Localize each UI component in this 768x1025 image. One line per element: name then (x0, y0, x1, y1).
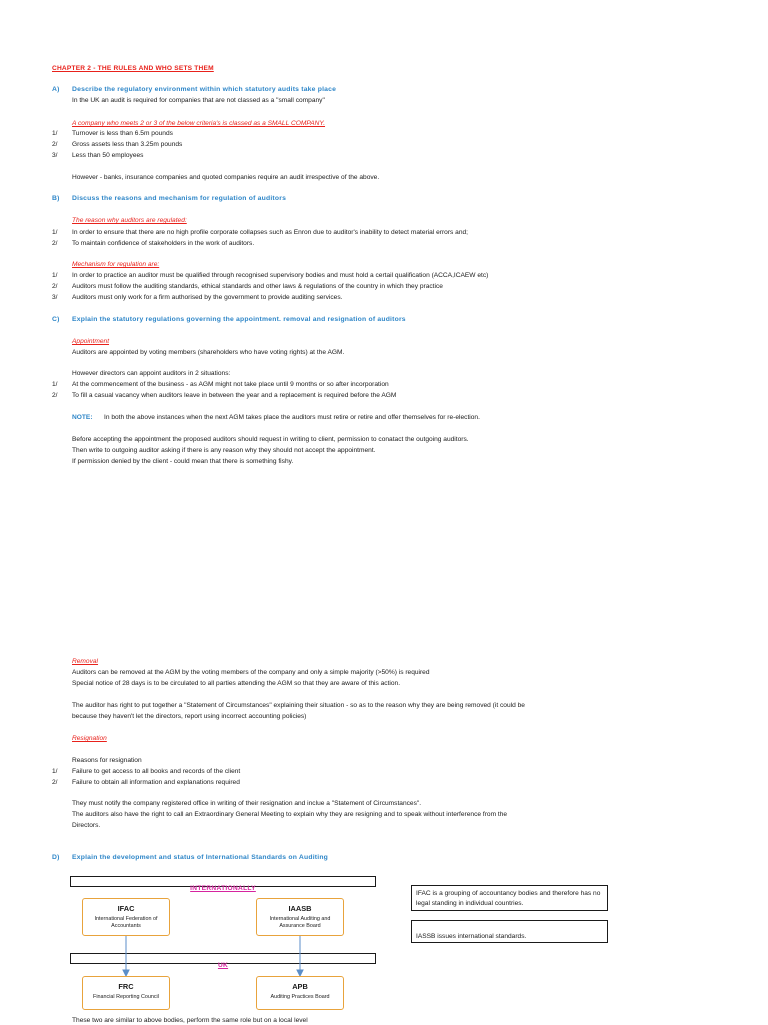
section-a-letter: A) (52, 86, 60, 93)
list-number: 2/ (52, 283, 58, 290)
iaasb-full-name: International Auditing and Assurance Board (269, 916, 331, 930)
list-number: 3/ (52, 294, 58, 301)
section-d-letter: D) (52, 854, 60, 861)
list-number: 1/ (52, 272, 58, 279)
directors-intro: However directors can appoint auditors in 2 situations: (72, 370, 231, 377)
list-number: 2/ (52, 779, 58, 786)
note-label: NOTE: (72, 414, 93, 421)
paragraph-line: Then write to outgoing auditor asking if there is any reason why they should not accept the appointment. (72, 447, 376, 454)
paragraph-line: Special notice of 28 days is to be circulated to all parties attending the AGM so that they are aware of this action. (72, 680, 401, 687)
list-item: Failure to obtain all information and explanations required (72, 779, 240, 786)
section-a-intro: In the UK an audit is required for companies that are not classed as a "small company" (72, 97, 325, 104)
small-company-subheading: A company who meets 2 or 3 of the below criteria's is classed as a SMALL COMPANY. (72, 120, 326, 127)
paragraph-line: The auditors also have the right to call an Extraordinary General Meeting to explain why they are resigning and to speak without interference from the (72, 811, 508, 818)
section-c-letter: C) (52, 316, 60, 323)
section-b-letter: B) (52, 195, 60, 202)
section-c-heading: Explain the statutory regulations governing the appointment. removal and resignation of auditors (72, 316, 406, 323)
paragraph-line: Directors. (72, 822, 101, 829)
frc-full-name: Financial Reporting Council (93, 994, 159, 1000)
chapter-title: CHAPTER 2 - THE RULES AND WHO SETS THEM (52, 65, 214, 72)
mechanism-subheading: Mechanism for regulation are: (72, 261, 160, 268)
list-item: Less than 50 employees (72, 152, 144, 159)
list-number: 1/ (52, 768, 58, 775)
section-b-heading: Discuss the reasons and mechanism for regulation of auditors (72, 195, 287, 202)
list-number: 1/ (52, 130, 58, 137)
internationally-label: INTERNATIONALLY (190, 885, 256, 892)
frc-abbr: FRC (118, 982, 134, 991)
list-item: At the commencement of the business - as AGM might not take place until 9 months or so after incorporation (72, 381, 389, 388)
paragraph-line: because they haven't let the directors, report using incorrect accounting policies) (72, 713, 307, 720)
ifac-side-note: IFAC is a grouping of accountancy bodies and therefore has no legal standing in individual countries. (411, 885, 608, 911)
ifac-full-name: International Federation of Accountants (94, 916, 158, 930)
removal-subheading: Removal (72, 658, 99, 665)
reasons-subheading: The reason why auditors are regulated: (72, 217, 187, 224)
list-item: Failure to get access to all books and records of the client (72, 768, 241, 775)
list-number: 2/ (52, 392, 58, 399)
apb-full-name: Auditing Practices Board (270, 994, 330, 1000)
section-a-heading: Describe the regulatory environment within which statutory audits take place (72, 86, 337, 93)
paragraph-line: Auditors can be removed at the AGM by the voting members of the company and only a simple majority (>50%) is required (72, 669, 430, 676)
frc-box (82, 976, 170, 1010)
apb-abbr: APB (292, 982, 308, 991)
uk-label: UK (217, 962, 229, 969)
paragraph-line: If permission denied by the client - could mean that there is something fishy. (72, 458, 294, 465)
list-number: 1/ (52, 229, 58, 236)
list-item: In order to practice an auditor must be qualified through recognised supervisory bodies and must hold a certail qualification (ACCA,ICAEW etc) (72, 272, 489, 279)
list-item: Turnover is less than 6.5m pounds (72, 130, 173, 137)
however-note: However - banks, insurance companies and quoted companies require an audit irrespective of the above. (72, 174, 380, 181)
list-item: To fill a casual vacancy when auditors leave in between the year and a replacement is required before the AGM (72, 392, 397, 399)
list-number: 2/ (52, 240, 58, 247)
paragraph-line: The auditor has right to put together a "Statement of Circumstances" explaining their situation - so as to the reason why they are being removed (it could be (72, 702, 525, 709)
section-d-heading: Explain the development and status of International Standards on Auditing (72, 854, 329, 861)
paragraph-line: They must notify the company registered office in writing of their resignation and inclue a "Statement of Circumstances". (72, 800, 422, 807)
list-item: Gross assets less than 3.25m pounds (72, 141, 183, 148)
iaasb-side-note: IASSB issues international standards. (411, 920, 608, 943)
paragraph-line: Before accepting the appointment the proposed auditors should request in writing to client, permission to conatact the outgoing auditors. (72, 436, 469, 443)
ifac-abbr: IFAC (117, 904, 135, 913)
resignation-intro: Reasons for resignation (72, 757, 142, 764)
iaasb-abbr: IAASB (288, 904, 312, 913)
list-item: In order to ensure that there are no high profile corporate collapses such as Enron due to auditor's inability to detect material errors and; (72, 229, 469, 236)
resignation-subheading: Resignation (72, 735, 107, 742)
appointment-subheading: Appointment (72, 338, 110, 345)
note-text: In both the above instances when the next AGM takes place the auditors must retire or retire and offer themselves for re-election. (104, 414, 480, 421)
appointment-text: Auditors are appointed by voting members (shareholders who have voting rights) at the AGM. (72, 349, 345, 356)
list-number: 2/ (52, 141, 58, 148)
list-item: Auditors must follow the auditing standards, ethical standards and other laws & regulations of the country in which they practice (72, 283, 443, 290)
list-item: Auditors must only work for a firm authorised by the government to provide auditing services. (72, 294, 343, 301)
list-number: 3/ (52, 152, 58, 159)
apb-box (256, 976, 344, 1010)
bottom-cut-text: These two are similar to above bodies, perform the same role but on a local level (72, 1017, 308, 1024)
list-item: To maintain confidence of stakeholders in the work of auditors. (72, 240, 255, 247)
list-number: 1/ (52, 381, 58, 388)
